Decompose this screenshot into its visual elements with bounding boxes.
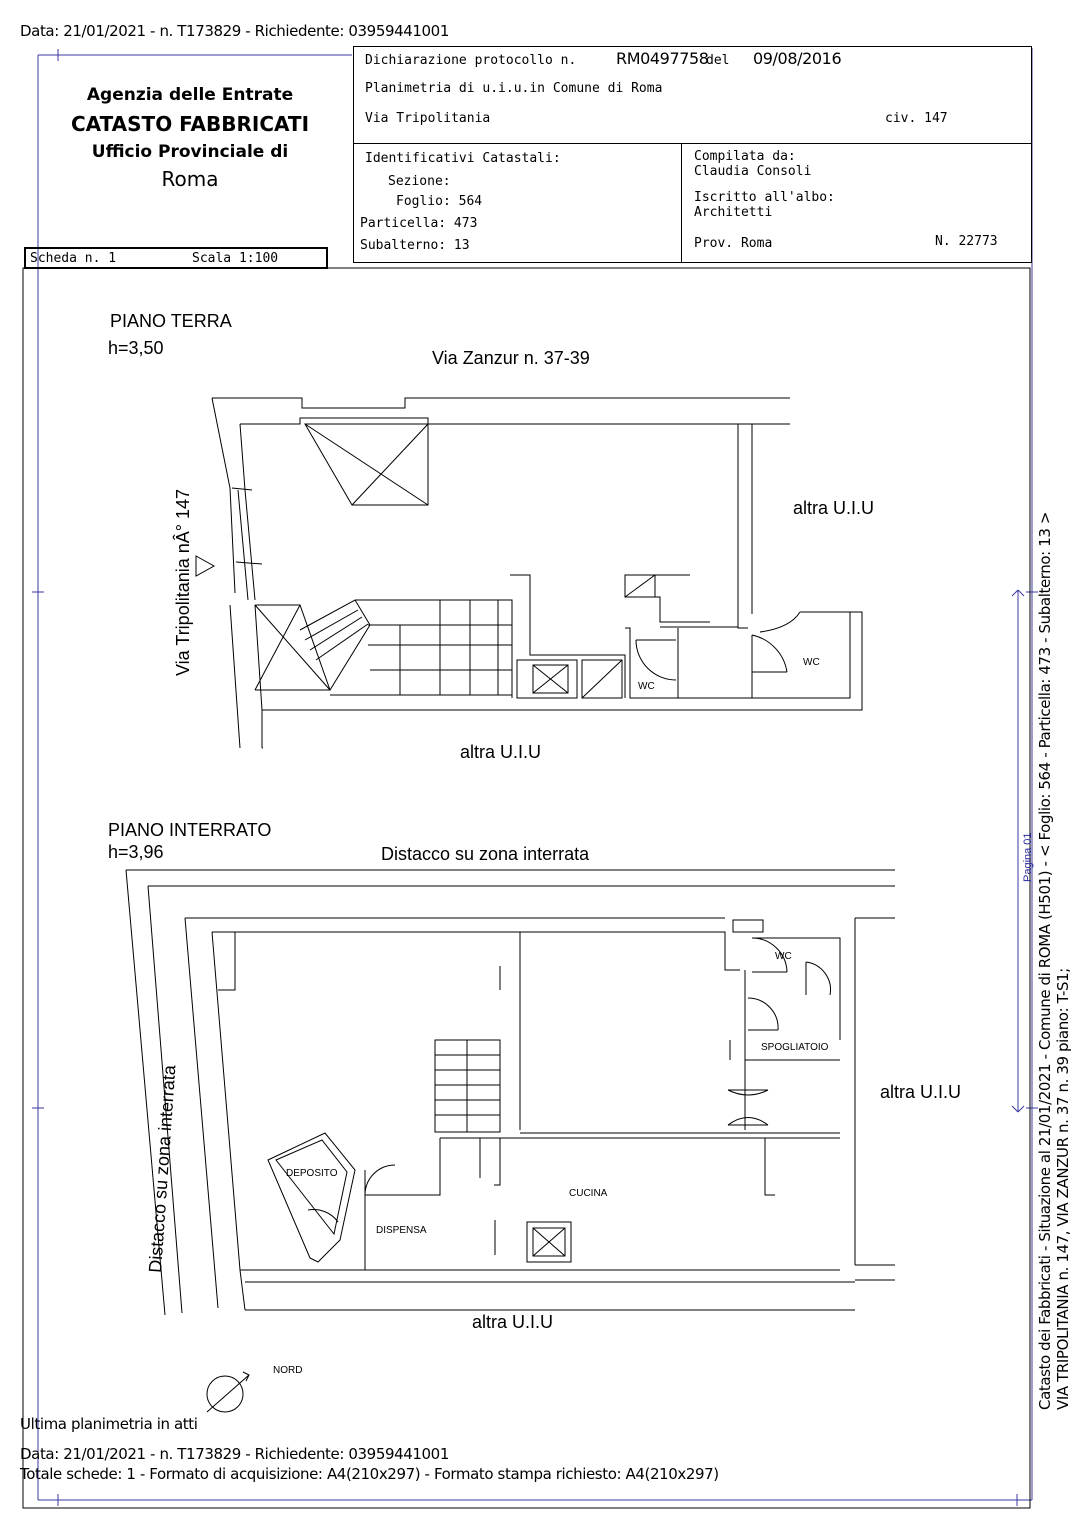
- id-title: Identificativi Catastali:: [365, 151, 561, 166]
- ground-height: h=3,50: [108, 338, 164, 358]
- deposito-label: DEPOSITO: [286, 1168, 338, 1179]
- altra-right-2: altra U.I.U: [880, 1082, 962, 1102]
- nord-label: NORD: [273, 1365, 303, 1376]
- spogliatoio-label: SPOGLIATOIO: [761, 1042, 829, 1053]
- id-sezione: Sezione:: [388, 174, 451, 189]
- ufficio-label: Ufficio Provinciale di: [91, 142, 289, 162]
- agency-name: Agenzia delle Entrate: [86, 85, 294, 105]
- basement-title: PIANO INTERRATO: [108, 820, 272, 840]
- ultima-note: Ultima planimetria in atti: [20, 1415, 198, 1433]
- comp-name: Claudia Consoli: [694, 164, 812, 179]
- footer-totale: Totale schede: 1 - Formato di acquisizione: A4(210x297) - Formato stampa richiesto: A4(210x297): [20, 1465, 719, 1483]
- comp-iscritto: Iscritto all'albo:: [694, 190, 835, 205]
- ufficio-city: Roma: [161, 167, 219, 191]
- scala-label: Scala 1:100: [192, 251, 279, 266]
- footer-data: Data: 21/01/2021 - n. T173829 - Richiedente: 03959441001: [20, 1445, 449, 1463]
- id-subalterno: Subalterno: 13: [360, 238, 470, 253]
- cucina-label: CUCINA: [569, 1188, 608, 1199]
- decl-civ: civ. 147: [885, 111, 948, 126]
- side-line-2: VIA TRIPOLITANIA n. 147, VIA ZANZUR n. 37 n. 39 piano: T-S1;: [1054, 968, 1072, 1410]
- wc-label-2: WC: [803, 657, 820, 668]
- dispensa-label: DISPENSA: [376, 1225, 427, 1236]
- decl-prefix: Dichiarazione protocollo n.: [365, 53, 577, 68]
- comp-compilata: Compilata da:: [694, 149, 796, 164]
- wc-label-1: WC: [638, 681, 655, 692]
- north-arrow-icon: [206, 1376, 244, 1414]
- decl-number: RM0497758: [616, 49, 709, 68]
- altra-bottom-2: altra U.I.U: [472, 1312, 554, 1332]
- distacco-left: Distacco su zona interrata: [145, 1064, 180, 1274]
- id-particella: Particella: 473: [360, 216, 478, 231]
- ground-title: PIANO TERRA: [110, 311, 232, 331]
- decl-planimetria: Planimetria di u.i.u.in Comune di Roma: [365, 81, 663, 96]
- scheda-label: Scheda n. 1: [30, 251, 117, 266]
- id-foglio: Foglio: 564: [396, 194, 483, 209]
- decl-date: 09/08/2016: [753, 49, 842, 68]
- street-left: Via Tripolitania nÂ° 147: [173, 489, 193, 676]
- catasto-title: CATASTO FABBRICATI: [70, 112, 310, 136]
- decl-street: Via Tripolitania: [365, 111, 491, 126]
- street-top: Via Zanzur n. 37-39: [432, 348, 590, 368]
- comp-prov: Prov. Roma: [694, 236, 773, 251]
- wc-label-3: WC: [775, 951, 792, 962]
- top-note: Data: 21/01/2021 - n. T173829 - Richiedente: 03959441001: [20, 22, 449, 40]
- comp-albo: Architetti: [694, 205, 773, 220]
- distacco-top: Distacco su zona interrata: [381, 844, 590, 864]
- altra-right: altra U.I.U: [793, 498, 875, 518]
- side-line-1: Catasto dei Fabbricati - Situazione al 21/01/2021 - Comune di ROMA (H501) - < Foglio: 564 - Particella: 473 - Subalterno: 13 >: [1036, 511, 1054, 1410]
- basement-height: h=3,96: [108, 842, 164, 862]
- decl-del: del: [706, 53, 730, 68]
- comp-n: N. 22773: [935, 234, 998, 249]
- altra-bottom: altra U.I.U: [460, 742, 542, 762]
- side-stamp: Pagina 01: [1022, 832, 1034, 882]
